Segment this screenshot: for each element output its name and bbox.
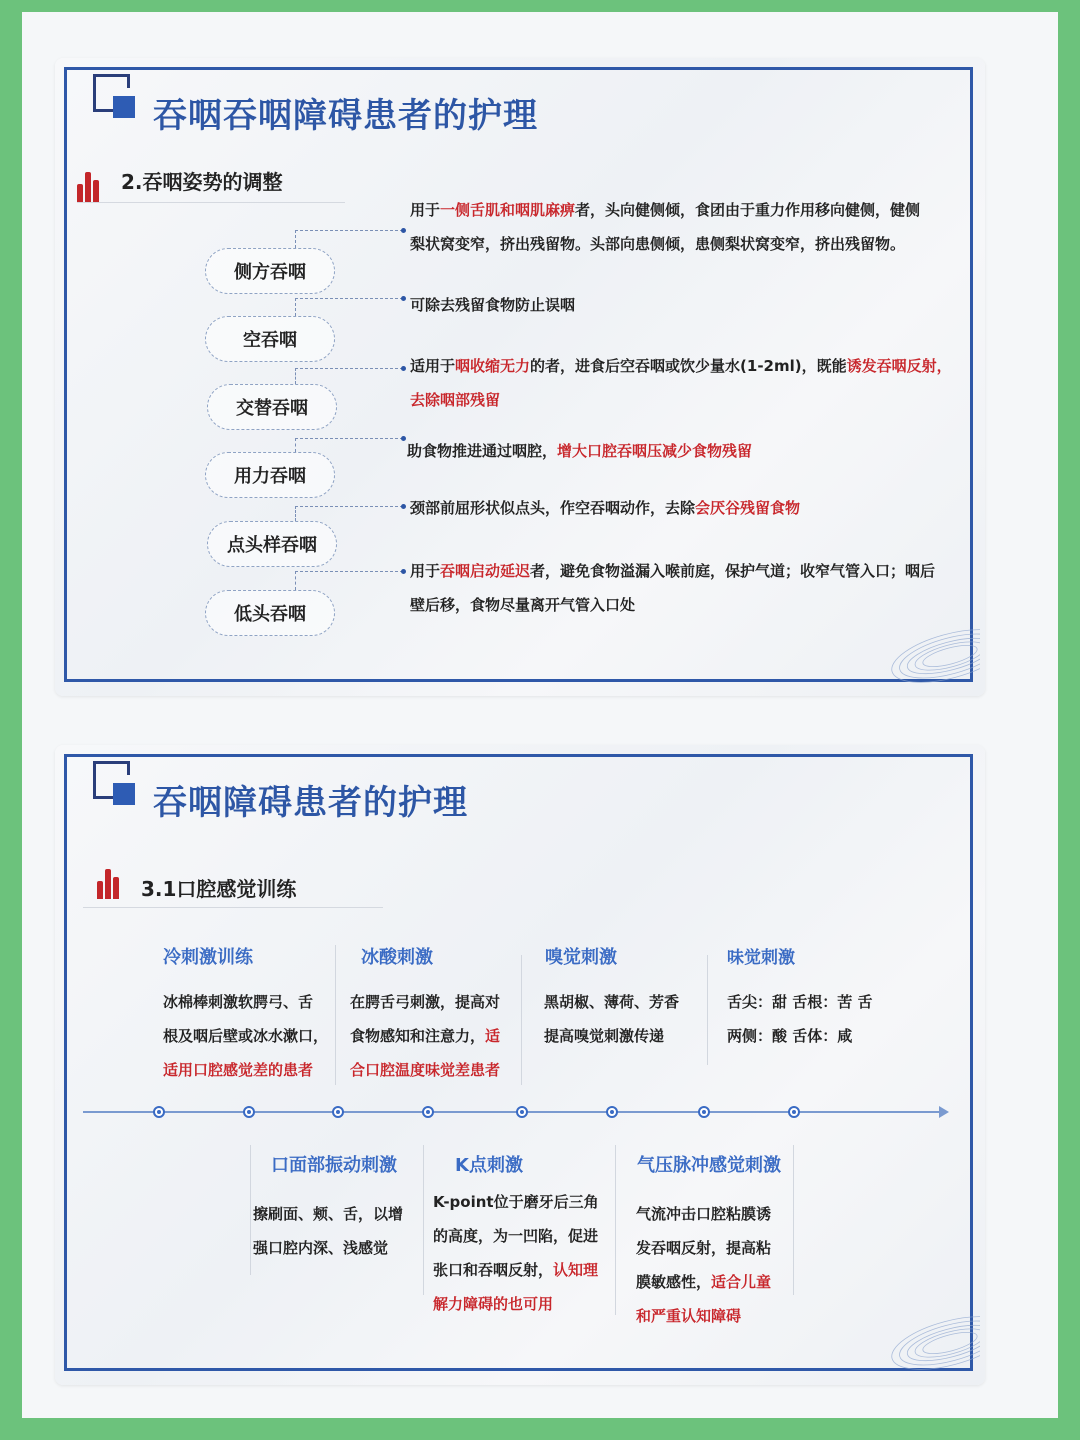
connector-dot bbox=[401, 228, 406, 233]
category-k-point-stimulation-body: K-point位于磨牙后三角 的高度，为一凹陷，促进 张口和吞咽反射，认知理 解力障碍的也可用 bbox=[433, 1193, 599, 1313]
category-taste-stimulation: 味觉刺激 bbox=[727, 948, 795, 968]
decorative-swirl-icon bbox=[880, 1293, 980, 1373]
posture-effortful-swallow: 用力吞咽 bbox=[205, 452, 335, 498]
connector bbox=[295, 298, 296, 316]
timeline-dot bbox=[516, 1106, 528, 1118]
category-smell-stimulation-body: 黑胡椒、薄荷、芳香 提高嗅觉刺激传递 bbox=[544, 993, 680, 1045]
timeline-dot bbox=[788, 1106, 800, 1118]
section-title: 2.吞咽姿势的调整 bbox=[121, 170, 283, 194]
divider bbox=[615, 1145, 616, 1315]
category-ice-sour-stimulation-body: 在腭舌弓刺激，提高对 食物感知和注意力，适 合口腔温度味觉差患者 bbox=[350, 993, 501, 1079]
section-title: 3.1口腔感觉训练 bbox=[141, 877, 297, 901]
category-smell-stimulation: 嗅觉刺激 bbox=[545, 947, 617, 968]
timeline-dot bbox=[606, 1106, 618, 1118]
posture-side-swallow: 侧方吞咽 bbox=[205, 248, 335, 294]
desc-nod-swallow: 颈部前屈形状似点头，作空吞咽动作，去除会厌谷残留食物 bbox=[410, 499, 801, 517]
section-underline bbox=[77, 202, 345, 203]
desc-alternate-swallow: 适用于咽收缩无力的者，进食后空吞咽或饮少量水(1-2ml)，既能诱发吞咽反射， 去除咽部残留 bbox=[410, 357, 952, 409]
decorative-swirl-icon bbox=[880, 606, 980, 686]
timeline-arrow-icon bbox=[939, 1106, 949, 1118]
slide-oral-sensory-training bbox=[55, 745, 985, 1385]
bar-chart-icon bbox=[77, 170, 105, 202]
connector bbox=[295, 506, 296, 521]
timeline-dot bbox=[153, 1106, 165, 1118]
category-cold-stimulation-body: 冰棉棒刺激软腭弓、舌 根及咽后壁或冰水漱口， 适用口腔感觉差的患者 bbox=[163, 993, 329, 1079]
divider bbox=[423, 1145, 424, 1295]
connector bbox=[295, 368, 403, 369]
frame-right bbox=[1058, 0, 1080, 1440]
frame-top bbox=[0, 0, 1080, 12]
logo-square-icon bbox=[93, 74, 141, 122]
connector bbox=[295, 506, 403, 507]
category-orofacial-vibration-body: 擦刷面、颊、舌，以增 强口腔内深、浅感觉 bbox=[253, 1205, 404, 1257]
connector-dot bbox=[401, 436, 406, 441]
bar-chart-icon bbox=[97, 867, 125, 899]
category-air-pulse-stimulation-body: 气流冲击口腔粘膜诱 发吞咽反射，提高粘 膜敏感性，适合儿童 和严重认知障碍 bbox=[636, 1205, 772, 1325]
connector bbox=[295, 368, 296, 384]
posture-nod-swallow: 点头样吞咽 bbox=[207, 521, 337, 567]
timeline-dot bbox=[422, 1106, 434, 1118]
desc-side-swallow: 用于一侧舌肌和咽肌麻痹者，头向健侧倾，食团由于重力作用移向健侧，健侧 梨状窝变窄，挤出残留物。头部向患侧倾，患侧梨状窝变窄，挤出残留物。 bbox=[410, 201, 921, 253]
divider bbox=[707, 955, 708, 1065]
timeline-dot bbox=[332, 1106, 344, 1118]
category-cold-stimulation: 冷刺激训练 bbox=[163, 947, 253, 968]
section-underline bbox=[83, 907, 383, 908]
frame-left bbox=[0, 0, 22, 1440]
divider bbox=[793, 1145, 794, 1295]
slide-title: 吞咽障碍患者的护理 bbox=[153, 783, 468, 823]
category-ice-sour-stimulation: 冰酸刺激 bbox=[361, 947, 433, 968]
category-taste-stimulation-body: 舌尖：甜 舌根：苦 舌 两侧：酸 舌体：咸 bbox=[727, 993, 873, 1045]
desc-chin-down-swallow: 用于吞咽启动延迟者，避免食物溢漏入喉前庭，保护气道；收窄气管入口；咽后 壁后移，食物尽量离开气管入口处 bbox=[410, 562, 936, 614]
slide-posture-adjustment bbox=[55, 58, 985, 696]
connector bbox=[295, 571, 296, 590]
divider bbox=[250, 1145, 251, 1275]
posture-chin-down-swallow: 低头吞咽 bbox=[205, 590, 335, 636]
connector-dot bbox=[401, 504, 406, 509]
desc-effortful-swallow: 助食物推进通过咽腔，增大口腔吞咽压减少食物残留 bbox=[407, 442, 753, 460]
slide-title: 吞咽吞咽障碍患者的护理 bbox=[153, 96, 538, 136]
connector bbox=[295, 230, 403, 231]
category-air-pulse-stimulation: 气压脉冲感觉刺激 bbox=[637, 1155, 781, 1176]
connector bbox=[295, 438, 403, 439]
connector-dot bbox=[401, 296, 406, 301]
timeline-dot bbox=[243, 1106, 255, 1118]
connector bbox=[295, 438, 296, 452]
posture-alternate-swallow: 交替吞咽 bbox=[207, 384, 337, 430]
desc-empty-swallow: 可除去残留食物防止误咽 bbox=[410, 296, 576, 314]
connector bbox=[295, 230, 296, 248]
timeline-axis bbox=[83, 1111, 943, 1113]
connector-dot bbox=[401, 366, 406, 371]
divider bbox=[521, 955, 522, 1085]
connector-dot bbox=[401, 569, 406, 574]
connector bbox=[295, 571, 403, 572]
divider bbox=[335, 945, 336, 1085]
category-orofacial-vibration: 口面部振动刺激 bbox=[271, 1155, 397, 1176]
connector bbox=[295, 298, 403, 299]
timeline-dot bbox=[698, 1106, 710, 1118]
frame-bottom bbox=[0, 1418, 1080, 1440]
category-k-point-stimulation: K点刺激 bbox=[455, 1155, 523, 1176]
posture-empty-swallow: 空吞咽 bbox=[205, 316, 335, 362]
logo-square-icon bbox=[93, 761, 141, 809]
